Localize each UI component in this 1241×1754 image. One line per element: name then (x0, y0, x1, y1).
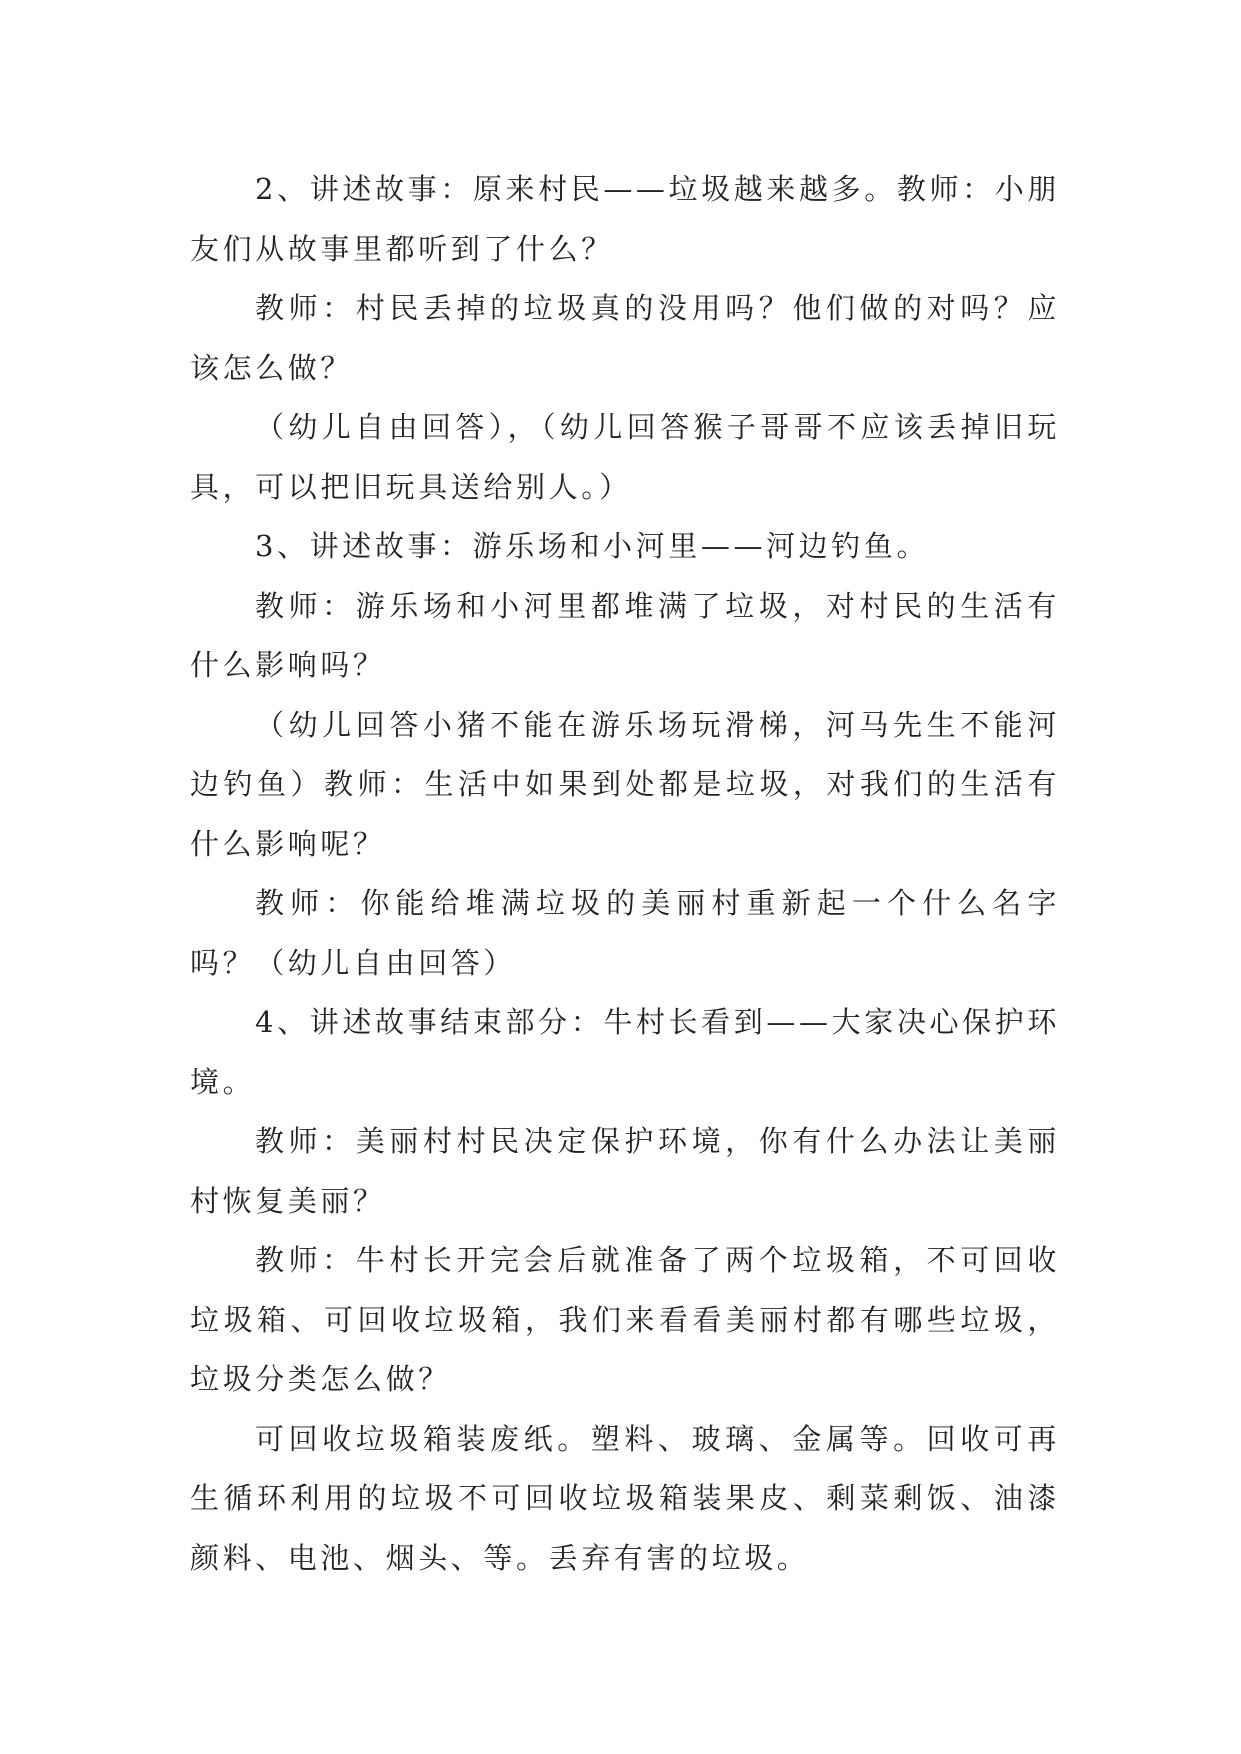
paragraph-story-part-2: 2、讲述故事：原来村民——垃圾越来越多。教师：小朋友们从故事里都听到了什么？ (190, 172, 1060, 266)
paragraph-teacher-question-impact: 教师：游乐场和小河里都堆满了垃圾，对村民的生活有什么影响吗？ (190, 588, 1060, 682)
paragraph-teacher-question-sorting: 教师：牛村长开完会后就准备了两个垃圾箱，不可回收垃圾箱、可回收垃圾箱，我们来看看美丽村都有哪些垃圾，垃圾分类怎么做？ (190, 1243, 1060, 1396)
paragraph-teacher-question-restore: 教师：美丽村村民决定保护环境，你有什么办法让美丽村恢复美丽？ (190, 1124, 1060, 1218)
paragraph-story-part-4: 4、讲述故事结束部分：牛村长看到——大家决心保护环境。 (190, 1005, 1060, 1099)
paragraph-children-answer-toys: （幼儿自由回答），（幼儿回答猴子哥哥不应该丢掉旧玩具，可以把旧玩具送给别人。） (190, 410, 1060, 504)
paragraph-recycling-explanation: 可回收垃圾箱装废纸。塑料、玻璃、金属等。回收可再生循环利用的垃圾不可回收垃圾箱装果皮、剩菜剩饭、油漆颜料、电池、烟头、等。丢弃有害的垃圾。 (190, 1421, 1060, 1575)
paragraph-children-answer-fishing: （幼儿回答小猪不能在游乐场玩滑梯，河马先生不能河边钓鱼）教师：生活中如果到处都是垃圾，对我们的生活有什么影响呢？ (190, 707, 1060, 861)
document-body (190, 160, 1060, 1588)
paragraph-teacher-question-rename: 教师：你能给堆满垃圾的美丽村重新起一个什么名字吗？（幼儿自由回答） (190, 886, 1060, 980)
paragraph-story-part-3: 3、讲述故事：游乐场和小河里——河边钓鱼。 (255, 529, 930, 563)
paragraph-teacher-question-useless: 教师：村民丢掉的垃圾真的没用吗？他们做的对吗？应该怎么做？ (190, 291, 1060, 385)
